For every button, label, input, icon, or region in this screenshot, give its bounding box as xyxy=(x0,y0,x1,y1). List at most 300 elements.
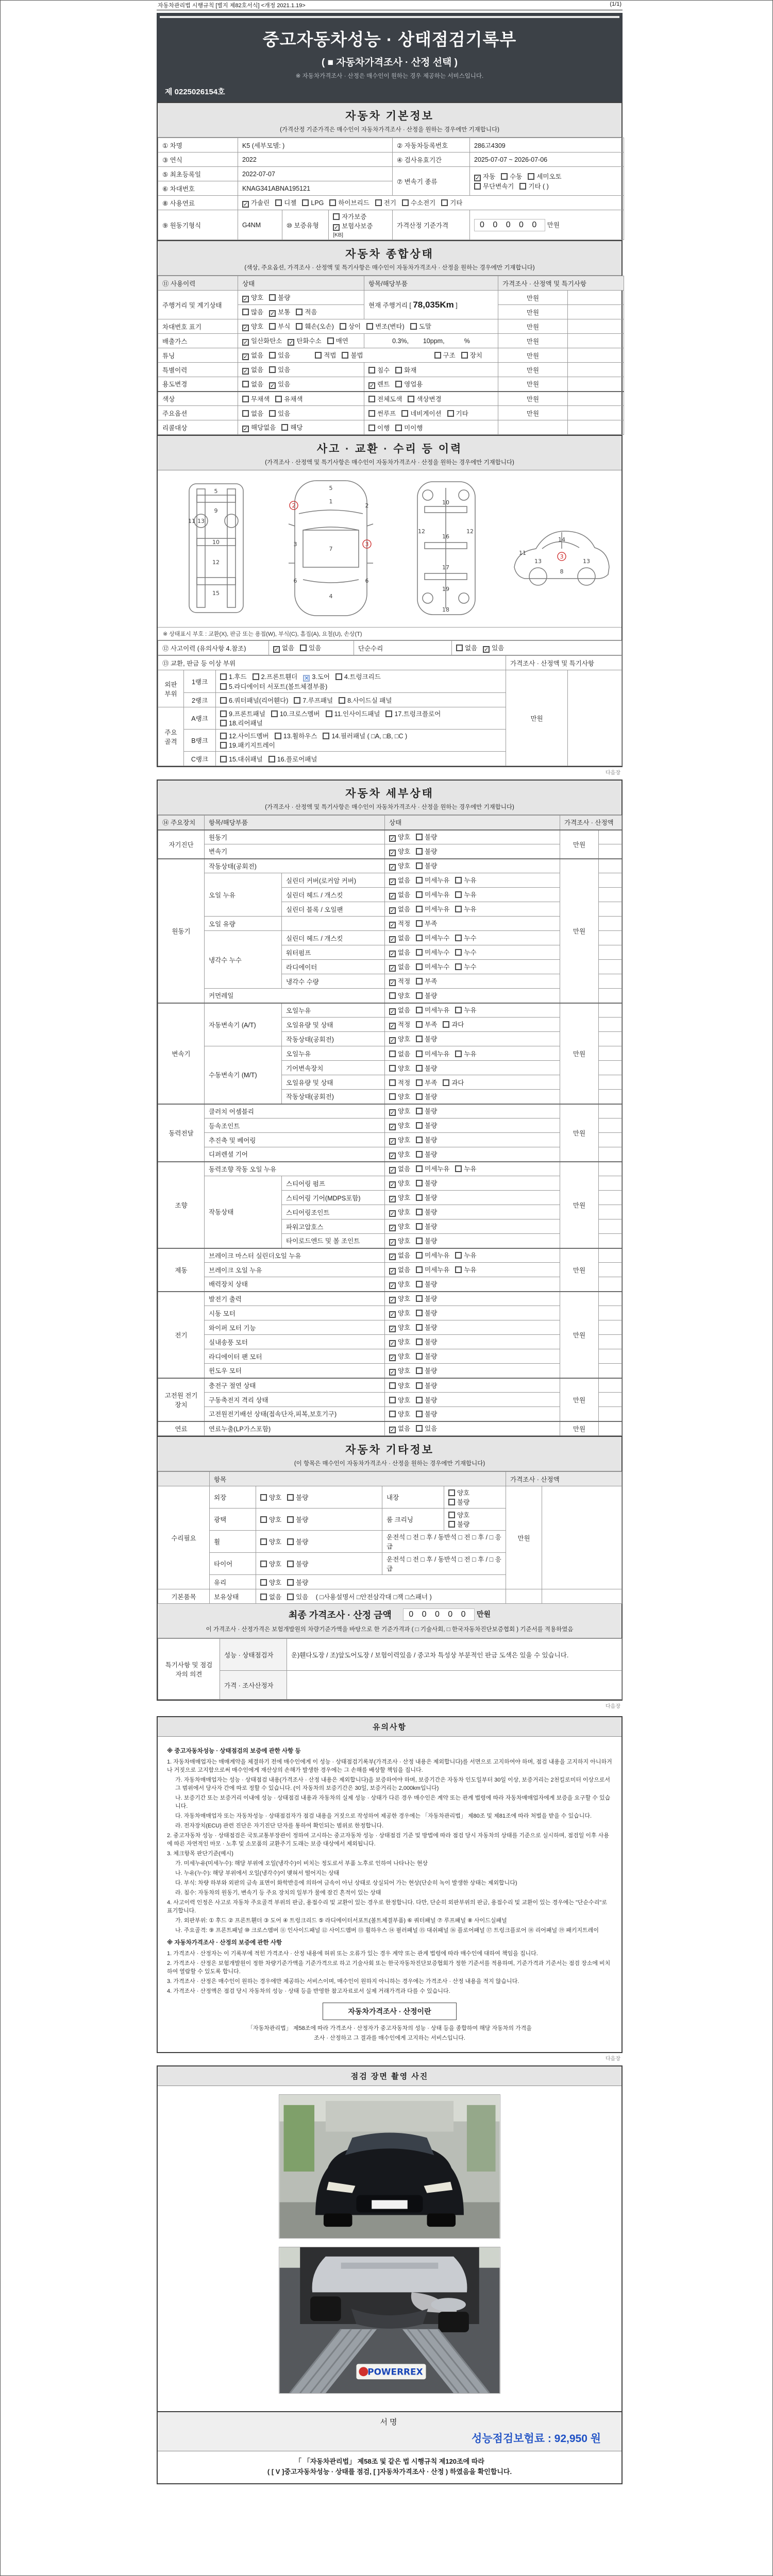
checkbox-label: 불량 xyxy=(425,1209,438,1216)
checkbox-양호[interactable] xyxy=(260,1494,267,1501)
checkbox-9.프론트패널[interactable] xyxy=(220,710,227,717)
checkbox-많음[interactable] xyxy=(242,309,249,315)
checkbox-미세누유[interactable] xyxy=(416,1165,423,1172)
option xyxy=(389,1222,410,1231)
checkbox-무단변속기[interactable] xyxy=(474,183,481,190)
option xyxy=(416,1423,437,1433)
checkbox-세미오토[interactable] xyxy=(528,173,534,180)
checkbox-양호[interactable] xyxy=(389,1354,396,1361)
checkbox-양호[interactable] xyxy=(389,1369,396,1376)
section-etc-header xyxy=(158,1437,621,1471)
checkbox-양호[interactable] xyxy=(389,1065,396,1072)
checkbox-양호[interactable] xyxy=(389,1282,396,1289)
svg-text:12: 12 xyxy=(417,528,425,535)
option xyxy=(242,379,263,388)
checkbox-불량[interactable] xyxy=(416,862,423,869)
checkbox-디젤[interactable] xyxy=(275,199,282,206)
checkbox-보통[interactable] xyxy=(269,310,276,317)
checkbox-없음[interactable] xyxy=(389,936,396,943)
option xyxy=(416,832,437,841)
checkbox-label: 불량 xyxy=(457,1521,470,1528)
checkbox-LPG[interactable] xyxy=(302,199,309,206)
checkbox-네비게이션[interactable] xyxy=(401,410,408,417)
option xyxy=(416,1164,449,1173)
checkbox-있음[interactable] xyxy=(483,646,490,653)
checkbox-label: 미세누유 xyxy=(425,1266,450,1274)
tuning-legal-options xyxy=(315,352,368,359)
checkbox-미세누유[interactable] xyxy=(416,906,423,912)
checkbox-렌트[interactable] xyxy=(368,382,375,389)
option xyxy=(416,1351,437,1361)
checkbox-부족[interactable] xyxy=(416,978,423,985)
doc-subtitle-note: ※ 자동차가격조사 · 산정은 매수인이 원하는 경우 제공하는 서비스입니다. xyxy=(295,73,484,79)
notice-line: 나. 주요골격: ⑨ 프론트패널 ⑩ 크로스멤버 ⑪ 인사이드패널 ⑫ 사이드멤버 ⑬ 휠하우스 ⑭ 필러패널 ⑮ 대쉬패널 ⑯ 플로어패널 ⑰ 트렁크플로어 ⑱ 리어패널 ⑲ 패키지트레이 xyxy=(175,1927,599,1934)
option xyxy=(220,718,263,727)
checkbox-label: 16.플로어패널 xyxy=(277,755,317,763)
checkbox-양호[interactable] xyxy=(389,1196,396,1202)
detail-item-label: 충전구 절연 상태 xyxy=(205,1378,385,1393)
checkbox-8.사이드실 패널[interactable] xyxy=(339,697,345,704)
row-usage-change xyxy=(158,377,624,392)
checkbox-양호[interactable] xyxy=(389,864,396,871)
checkbox-매연[interactable] xyxy=(327,337,334,344)
checkbox-양호[interactable] xyxy=(389,1181,396,1188)
checkbox-상이[interactable] xyxy=(340,323,346,330)
checkbox-3.도어[interactable] xyxy=(303,675,310,682)
checkbox-불량[interactable] xyxy=(416,834,423,840)
option xyxy=(395,365,416,375)
checkbox-없음[interactable] xyxy=(242,353,249,360)
checkbox-기타[interactable] xyxy=(441,199,448,206)
checkbox-15.대쉬패널[interactable] xyxy=(220,756,227,762)
section-signature xyxy=(157,2411,623,2484)
checkbox-불량[interactable] xyxy=(416,1180,423,1187)
checkbox-미세누수[interactable] xyxy=(416,949,423,956)
checkbox-있음[interactable] xyxy=(269,366,276,373)
checkbox-불량[interactable] xyxy=(416,1036,423,1042)
option xyxy=(416,962,449,971)
checkbox-양호[interactable] xyxy=(389,992,396,999)
checkbox-양호[interactable] xyxy=(389,1210,396,1217)
checkbox-화재[interactable] xyxy=(395,367,402,374)
checkbox-미세누유[interactable] xyxy=(416,877,423,884)
checkbox-변조(변타)[interactable] xyxy=(366,323,373,330)
notice-line: 다. 자동차매매업자 또는 자동차성능 · 상태점검자가 점검 내용을 거짓으로 작성하여 제공한 경우에는 「자동차관리법」 제80조 및 제81조에 따라 처벌을 받을 수 있습니다. xyxy=(175,1813,592,1819)
checkbox-없음[interactable] xyxy=(389,907,396,914)
detail-state-options xyxy=(385,1234,560,1248)
notice-line: 1. 가격조사 · 산정자는 이 기록부에 적힌 가격조사 · 산정 내용에 허위 또는 오류가 있는 경우 계약 또는 관계 법령에 따라 매수인에 대하여 책임을 집니다. xyxy=(167,1951,538,1957)
checkbox-양호[interactable] xyxy=(389,1138,396,1145)
checkbox-label: 17.트렁크플로어 xyxy=(394,710,441,718)
checkbox-누유[interactable] xyxy=(455,1266,462,1273)
option xyxy=(416,1308,437,1317)
checkbox-불법[interactable] xyxy=(342,352,348,359)
option xyxy=(416,1222,437,1231)
checkbox-2.프론트휀더[interactable] xyxy=(253,673,259,680)
checkbox-유채색[interactable] xyxy=(275,396,282,402)
checkbox-불량[interactable] xyxy=(416,1238,423,1244)
checkbox-없음[interactable] xyxy=(260,1594,267,1600)
section-detail-title: 자동차 세부상태 xyxy=(345,788,434,800)
option xyxy=(389,1423,410,1433)
checkbox-없음[interactable] xyxy=(389,893,396,900)
checkbox-양호[interactable] xyxy=(389,1297,396,1303)
checkbox-누유[interactable] xyxy=(455,891,462,898)
base-price-digits: 0 0 0 0 0 xyxy=(474,219,545,231)
option xyxy=(474,172,495,181)
detail-state-options xyxy=(385,1046,560,1061)
option xyxy=(408,394,441,403)
detail-state-options xyxy=(385,1018,560,1032)
checkbox-불량[interactable] xyxy=(416,1367,423,1374)
checkbox-19.패키지트레이[interactable] xyxy=(220,742,227,749)
checkbox-누수[interactable] xyxy=(455,949,462,956)
device-group-label: 동력전달 xyxy=(158,1104,205,1162)
checkbox-label: 미이행 xyxy=(404,424,423,432)
checkbox-불량[interactable] xyxy=(287,1494,294,1501)
detail-state-options xyxy=(385,1104,560,1118)
checkbox-양호[interactable] xyxy=(389,1340,396,1347)
checkbox-label: 가솔린 xyxy=(251,199,270,207)
checkbox-불량[interactable] xyxy=(287,1516,294,1523)
checkbox-해당[interactable] xyxy=(281,424,288,431)
section-detail-state xyxy=(157,779,623,1437)
checkbox-도말[interactable] xyxy=(410,323,417,330)
svg-text:8: 8 xyxy=(560,568,563,575)
checkbox-양호[interactable] xyxy=(389,1093,396,1100)
checkbox-불량[interactable] xyxy=(416,1209,423,1215)
option xyxy=(416,1409,437,1418)
checkbox-부식[interactable] xyxy=(269,323,276,330)
checkbox-자동[interactable] xyxy=(474,175,481,181)
checkbox-13.휠하우스[interactable] xyxy=(275,733,281,739)
checkbox-양호[interactable] xyxy=(389,1382,396,1389)
special-history-options xyxy=(238,363,364,377)
checkbox-14.필러패널 ( □A, □B, □C )[interactable] xyxy=(323,733,329,739)
tuning-options-cell xyxy=(238,348,498,363)
checkbox-label: 불량 xyxy=(425,1150,438,1158)
checkbox-없음[interactable] xyxy=(389,1427,396,1433)
checkbox-불량[interactable] xyxy=(416,848,423,855)
checkbox-없음[interactable] xyxy=(389,1008,396,1015)
checkbox-양호[interactable] xyxy=(389,1124,396,1130)
checkbox-양호[interactable] xyxy=(260,1579,267,1586)
checkbox-적정[interactable] xyxy=(389,1079,396,1086)
checkbox-적정[interactable] xyxy=(389,1023,396,1029)
checkbox-전체도색[interactable] xyxy=(368,396,375,402)
value-inspection-valid: 2025-07-07 ~ 2026-07-06 xyxy=(470,152,624,167)
checkbox-적정[interactable] xyxy=(389,922,396,928)
checkbox-수소전기[interactable] xyxy=(402,199,409,206)
checkbox-누유[interactable] xyxy=(455,1007,462,1013)
checkbox-불량[interactable] xyxy=(416,1108,423,1114)
checkbox-불량[interactable] xyxy=(448,1521,455,1528)
value-reg-number: 286고4309 xyxy=(470,138,624,152)
section-accident-title: 사고 · 교환 · 수리 등 이력 xyxy=(316,443,463,455)
checkbox-불량[interactable] xyxy=(416,1223,423,1230)
checkbox-누유[interactable] xyxy=(455,906,462,912)
checkbox-불량[interactable] xyxy=(416,1137,423,1143)
detail-remarks-empty xyxy=(599,1320,622,1335)
checkbox-없음[interactable] xyxy=(389,878,396,885)
tire-options xyxy=(256,1553,382,1575)
checkbox-label: 12.사이드멤버 xyxy=(229,733,269,740)
checkbox-label: 탄화수소 xyxy=(296,337,322,345)
detail-item-label: 배력장치 상태 xyxy=(205,1277,385,1292)
detail-remarks-empty xyxy=(599,888,622,902)
signature-title: 서명 xyxy=(380,2418,399,2427)
checkbox-양호[interactable] xyxy=(389,850,396,856)
checkbox-누유[interactable] xyxy=(455,1252,462,1259)
checkbox-보험사보증[interactable] xyxy=(333,224,340,231)
checkbox-누유[interactable] xyxy=(455,877,462,884)
option xyxy=(302,199,324,207)
checkbox-미세누유[interactable] xyxy=(416,1266,423,1273)
checkbox-자가보증[interactable] xyxy=(333,213,340,220)
checkbox-양호[interactable] xyxy=(389,1397,396,1403)
option xyxy=(416,1366,437,1375)
checkbox-12.사이드멤버[interactable] xyxy=(220,733,227,739)
checkbox-없음[interactable] xyxy=(273,646,280,653)
detail-remarks-empty xyxy=(599,960,622,974)
checkbox-전기[interactable] xyxy=(375,199,382,206)
checkbox-없음[interactable] xyxy=(242,368,249,375)
option xyxy=(416,1034,437,1043)
option xyxy=(269,379,290,389)
option xyxy=(287,1493,308,1502)
option xyxy=(455,890,476,899)
checkbox-16.플로어패널[interactable] xyxy=(268,756,275,762)
checkbox-없음[interactable] xyxy=(389,1167,396,1174)
checkbox-label: 불량 xyxy=(425,1237,438,1245)
checkbox-양호[interactable] xyxy=(242,325,249,331)
price-manwon: 만원 xyxy=(498,319,568,334)
checkbox-불량[interactable] xyxy=(416,1194,423,1201)
checkbox-양호[interactable] xyxy=(389,1411,396,1417)
checkbox-양호[interactable] xyxy=(389,1153,396,1159)
checkbox-없음[interactable] xyxy=(389,951,396,957)
section-overall-header xyxy=(158,241,621,276)
checkbox-미세누수[interactable] xyxy=(416,963,423,970)
checkbox-불량[interactable] xyxy=(416,1151,423,1158)
checkbox-양호[interactable] xyxy=(260,1561,267,1567)
checkbox-label: 19.패키지트레이 xyxy=(229,742,275,749)
checkbox-과다[interactable] xyxy=(443,1021,449,1028)
checkbox-구조[interactable] xyxy=(434,352,441,359)
rankA-items xyxy=(216,707,506,730)
checkbox-양호[interactable] xyxy=(260,1516,267,1523)
checkbox-부족[interactable] xyxy=(416,1079,423,1086)
checkbox-6.쿼터패널(리어휀다)[interactable] xyxy=(220,697,227,704)
checkbox-미세누유[interactable] xyxy=(416,891,423,898)
checkbox-누유[interactable] xyxy=(455,1050,462,1057)
checkbox-부족[interactable] xyxy=(416,1021,423,1028)
checkbox-적음[interactable] xyxy=(296,309,303,315)
option xyxy=(416,991,437,1000)
checkbox-없음[interactable] xyxy=(456,645,463,651)
checkbox-양호[interactable] xyxy=(389,1225,396,1231)
price-manwon: 만원 xyxy=(498,334,568,348)
checkbox-label: 있음 xyxy=(278,366,291,374)
checkbox-불량[interactable] xyxy=(416,1338,423,1345)
checkbox-양호[interactable] xyxy=(389,1311,396,1318)
detail-remarks-empty xyxy=(599,1219,622,1234)
checkbox-부족[interactable] xyxy=(416,920,423,927)
checkbox-불량[interactable] xyxy=(269,294,276,301)
rank2-items xyxy=(216,693,506,707)
checkbox-불량[interactable] xyxy=(287,1538,294,1545)
checkbox-10.크로스멤버[interactable] xyxy=(271,710,278,717)
checkbox-있음[interactable] xyxy=(269,382,276,389)
checkbox-수동[interactable] xyxy=(501,173,508,180)
checkbox-과다[interactable] xyxy=(443,1079,449,1086)
option xyxy=(287,1578,308,1587)
checkbox-미이행[interactable] xyxy=(395,425,402,431)
checkbox-불량[interactable] xyxy=(416,1310,423,1316)
checkbox-있음[interactable] xyxy=(287,1594,294,1600)
section-etc-note: (이 항목은 매수인이 자동차가격조사 · 산정을 원하는 경우에만 기재합니다) xyxy=(294,1461,485,1467)
checkbox-색상변경[interactable] xyxy=(408,396,414,402)
checkbox-label: 없음 xyxy=(251,380,264,388)
value-first-reg: 2022-07-07 xyxy=(238,167,393,181)
checkbox-탄화수소[interactable] xyxy=(288,339,294,346)
rankA-items-line1 xyxy=(220,709,501,718)
checkbox-불량[interactable] xyxy=(448,1499,455,1505)
checkbox-5.라디에이터 서포트(볼트체결부품)[interactable] xyxy=(220,683,227,690)
option xyxy=(416,1121,437,1130)
checkbox-훼손(오손)[interactable] xyxy=(296,323,303,330)
checkbox-label: 11.인사이드패널 xyxy=(334,710,380,718)
checkbox-장치[interactable] xyxy=(461,352,468,359)
checkbox-미세누유[interactable] xyxy=(416,1252,423,1259)
checkbox-불량[interactable] xyxy=(416,1397,423,1403)
checkbox-누수[interactable] xyxy=(455,935,462,941)
svg-text:2: 2 xyxy=(292,502,295,509)
notice-line: 가. 외판부위: ① 후드 ② 프론트휀더 ③ 도어 ④ 트렁크리드 ⑤ 라디에이터서포트(볼트체결부품) ⑥ 쿼터패널 ⑦ 루프패널 ⑧ 사이드실패널 xyxy=(175,1918,507,1924)
detail-state-options xyxy=(385,1032,560,1046)
detail-state-options xyxy=(385,917,560,931)
checkbox-17.트렁크플로어[interactable] xyxy=(385,710,392,717)
checkbox-label: 양호 xyxy=(398,1223,411,1230)
checkbox-1.후드[interactable] xyxy=(220,673,227,680)
transmission-options-row1 xyxy=(474,172,619,181)
checkbox-누유[interactable] xyxy=(455,1165,462,1172)
photos-title: 점검 장면 촬영 사진 xyxy=(158,2066,621,2086)
checkbox-양호[interactable] xyxy=(242,296,249,302)
checkbox-label: 양호 xyxy=(398,1396,411,1404)
checkbox-label: 있음 xyxy=(492,645,505,652)
option xyxy=(329,198,369,207)
checkbox-label: 누수 xyxy=(464,963,477,971)
label-inspection-valid: ④ 검사유효기간 xyxy=(393,152,470,167)
detail-state-options xyxy=(385,945,560,960)
checkbox-불량[interactable] xyxy=(416,1324,423,1331)
checkbox-label: 4.트렁크리드 xyxy=(344,673,381,681)
checkbox-양호[interactable] xyxy=(389,1037,396,1044)
checkbox-있음[interactable] xyxy=(269,410,276,417)
checkbox-없음[interactable] xyxy=(389,965,396,972)
detail-state-options xyxy=(385,888,560,902)
row-tuning xyxy=(158,348,624,363)
checkbox-불량[interactable] xyxy=(416,1281,423,1287)
checkbox-불량[interactable] xyxy=(416,1093,423,1100)
checkbox-label: 불량 xyxy=(296,1561,309,1568)
checkbox-양호[interactable] xyxy=(448,1489,455,1496)
checkbox-18.리어패널[interactable] xyxy=(220,720,227,726)
detail-state-table xyxy=(158,815,622,1436)
checkbox-미세누유[interactable] xyxy=(416,1007,423,1013)
checkbox-썬루프[interactable] xyxy=(368,410,375,417)
checkbox-미세누유[interactable] xyxy=(416,1050,423,1057)
checkbox-양호[interactable] xyxy=(260,1538,267,1545)
checkbox-양호[interactable] xyxy=(389,835,396,842)
checkbox-양호[interactable] xyxy=(389,1239,396,1246)
checkbox-label: 불량 xyxy=(425,1324,438,1331)
checkbox-적정[interactable] xyxy=(389,979,396,986)
checkbox-없음[interactable] xyxy=(389,1253,396,1260)
checkbox-양호[interactable] xyxy=(389,1326,396,1332)
checkbox-불량[interactable] xyxy=(416,992,423,999)
checkbox-불량[interactable] xyxy=(416,1295,423,1302)
checkbox-label: 15.대쉬패널 xyxy=(229,755,263,763)
checkbox-불량[interactable] xyxy=(416,1122,423,1129)
checkbox-미세누수[interactable] xyxy=(416,935,423,941)
checkbox-불량[interactable] xyxy=(416,1065,423,1072)
detail-state-options xyxy=(385,1162,560,1176)
checkbox-불량[interactable] xyxy=(416,1411,423,1417)
checkbox-label: 유채색 xyxy=(284,395,303,403)
checkbox-적법[interactable] xyxy=(315,352,322,359)
checkbox-있음[interactable] xyxy=(269,352,276,359)
checkbox-누수[interactable] xyxy=(455,963,462,970)
checkbox-양호[interactable] xyxy=(389,1109,396,1116)
checkbox-없음[interactable] xyxy=(242,381,249,387)
checkbox-없음[interactable] xyxy=(389,1050,396,1057)
checkbox-무채색[interactable] xyxy=(242,396,249,402)
checkbox-불량[interactable] xyxy=(287,1579,294,1586)
checkbox-있음[interactable] xyxy=(416,1425,423,1432)
checkbox-가솔린[interactable] xyxy=(242,201,249,208)
checkbox-양호[interactable] xyxy=(448,1512,455,1518)
detail-remarks-empty xyxy=(599,902,622,917)
checkbox-label: 불량 xyxy=(425,1122,438,1129)
label-warranty-type: ⑩ 보증유형 xyxy=(282,210,328,240)
checkbox-불량[interactable] xyxy=(416,1353,423,1360)
checkbox-이행[interactable] xyxy=(368,425,375,431)
checkbox-label: 부족 xyxy=(425,1079,438,1087)
checkbox-label: 없음 xyxy=(398,1252,411,1260)
checkbox-영업용[interactable] xyxy=(395,381,402,387)
checkbox-없음[interactable] xyxy=(389,1268,396,1275)
checkbox-7.루프패널[interactable] xyxy=(294,697,300,704)
remarks-empty xyxy=(568,363,624,377)
checkbox-4.트렁크리드[interactable] xyxy=(335,673,342,680)
checkbox-없음[interactable] xyxy=(242,410,249,417)
confirmation-statement xyxy=(158,2451,621,2483)
checkbox-label: 양호 xyxy=(398,1150,411,1158)
checkbox-11.인사이드패널[interactable] xyxy=(326,710,332,717)
detail-state-options xyxy=(385,1263,560,1277)
checkbox-일산화탄소[interactable] xyxy=(242,339,249,346)
checkbox-불량[interactable] xyxy=(287,1561,294,1567)
checkbox-불량[interactable] xyxy=(416,1382,423,1389)
checkbox-있음[interactable] xyxy=(300,645,307,651)
checkbox-하이브리드[interactable] xyxy=(329,199,336,206)
checkbox-침수[interactable] xyxy=(368,367,375,374)
checkbox-기타[interactable] xyxy=(447,410,454,417)
checkbox-해당없음[interactable] xyxy=(242,426,249,432)
checkbox-기타 ( )[interactable] xyxy=(519,183,526,190)
